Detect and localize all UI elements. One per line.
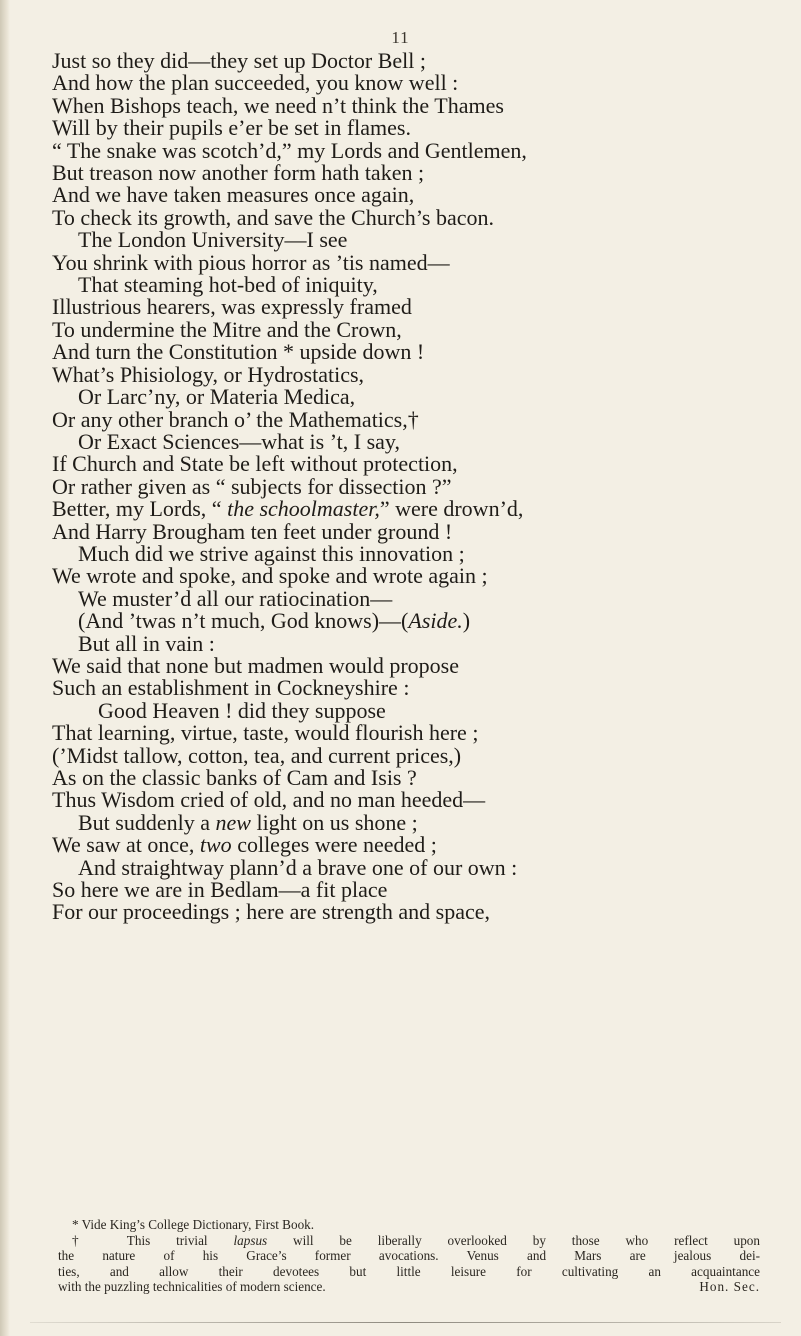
footnote-2-line-4-text: with the puzzling technicalities of modern science. bbox=[58, 1279, 326, 1294]
poem-line: If Church and State be left without protection, bbox=[52, 451, 458, 477]
poem bbox=[52, 50, 782, 924]
poem-line: Illustrious hearers, was expressly framed bbox=[52, 294, 412, 320]
footnote-2-line-4 bbox=[58, 1279, 760, 1295]
poem-line: And how the plan succeeded, you know well : bbox=[52, 70, 459, 96]
poem-line: Better, my Lords, “ the schoolmaster,” were drown’d, bbox=[52, 496, 524, 522]
poem-line: What’s Phisiology, or Hydrostatics, bbox=[52, 361, 365, 387]
poem-line: We said that none but madmen would propose bbox=[52, 652, 459, 678]
poem-line: (’Midst tallow, cotton, tea, and current prices,) bbox=[52, 742, 462, 768]
poem-line: And Harry Brougham ten feet under ground ! bbox=[52, 518, 453, 544]
poem-line: Or Larc’ny, or Materia Medica, bbox=[78, 384, 356, 410]
footnote-2-line-3: ties, and allow their devotees but little leisure for cultivating an acquaintance bbox=[58, 1263, 760, 1279]
poem-line: That steaming hot-bed of iniquity, bbox=[78, 272, 378, 298]
poem-line: To undermine the Mitre and the Crown, bbox=[52, 316, 402, 342]
footnote-2-line-1: † This trivial lapsus will be liberally overlooked by those who reflect upon bbox=[72, 1232, 760, 1248]
poem-line: Good Heaven ! did they suppose bbox=[98, 697, 386, 723]
poem-line: We saw at once, two colleges were needed ; bbox=[52, 832, 437, 858]
poem-line: That learning, virtue, taste, would flourish here ; bbox=[52, 720, 479, 746]
footnotes bbox=[58, 1217, 760, 1295]
bottom-rule bbox=[30, 1322, 781, 1323]
poem-line: When Bishops teach, we need n’t think the Thames bbox=[52, 92, 504, 118]
poem-line: Or Exact Sciences—what is ’t, I say, bbox=[78, 428, 400, 454]
poem-line: Just so they did—they set up Doctor Bell ; bbox=[52, 48, 426, 73]
poem-line: Much did we strive against this innovation ; bbox=[78, 540, 465, 566]
poem-line: You shrink with pious horror as ’tis named— bbox=[52, 249, 450, 275]
poem-line: We wrote and spoke, and spoke and wrote again ; bbox=[52, 563, 488, 589]
poem-line: Or any other branch o’ the Mathematics,† bbox=[52, 406, 419, 432]
poem-line: And turn the Constitution * upside down ! bbox=[52, 339, 425, 365]
poem-line: As on the classic banks of Cam and Isis ? bbox=[52, 765, 417, 790]
poem-line: Or rather given as “ subjects for dissection ?” bbox=[52, 473, 452, 499]
poem-line: But suddenly a new light on us shone ; bbox=[78, 809, 418, 835]
footnote-1: * Vide King’s College Dictionary, First Book. bbox=[72, 1217, 315, 1232]
poem-line: But all in vain : bbox=[78, 630, 215, 656]
page-number: 11 bbox=[391, 28, 410, 47]
poem-line: To check its growth, and save the Church’s bacon. bbox=[52, 204, 495, 230]
poem-line: The London University—I see bbox=[78, 227, 348, 253]
poem-line: Thus Wisdom cried of old, and no man heeded— bbox=[52, 787, 486, 813]
poem-line: Will by their pupils e’er be set in flames. bbox=[52, 115, 411, 141]
footnote-signature: Hon. Sec. bbox=[699, 1279, 760, 1294]
poem-line: “ The snake was scotch’d,” my Lords and Gentlemen, bbox=[52, 137, 527, 163]
poem-line: (And ’twas n’t much, God knows)—(Aside.) bbox=[78, 608, 471, 634]
footnote-2-line-2: the nature of his Grace’s former avocations. Venus and Mars are jealous dei- bbox=[58, 1248, 760, 1263]
poem-line: And we have taken measures once again, bbox=[52, 182, 415, 208]
poem-line: For our proceedings ; here are strength and space, bbox=[52, 899, 491, 925]
page-edge bbox=[0, 0, 10, 1336]
poem-line: And straightway plann’d a brave one of our own : bbox=[78, 854, 518, 880]
poem-line: We muster’d all our ratiocination— bbox=[78, 585, 393, 611]
poem-line: So here we are in Bedlam—a fit place bbox=[52, 877, 388, 903]
poem-line: Such an establishment in Cockneyshire : bbox=[52, 675, 410, 701]
poem-line: But treason now another form hath taken ; bbox=[52, 160, 425, 186]
